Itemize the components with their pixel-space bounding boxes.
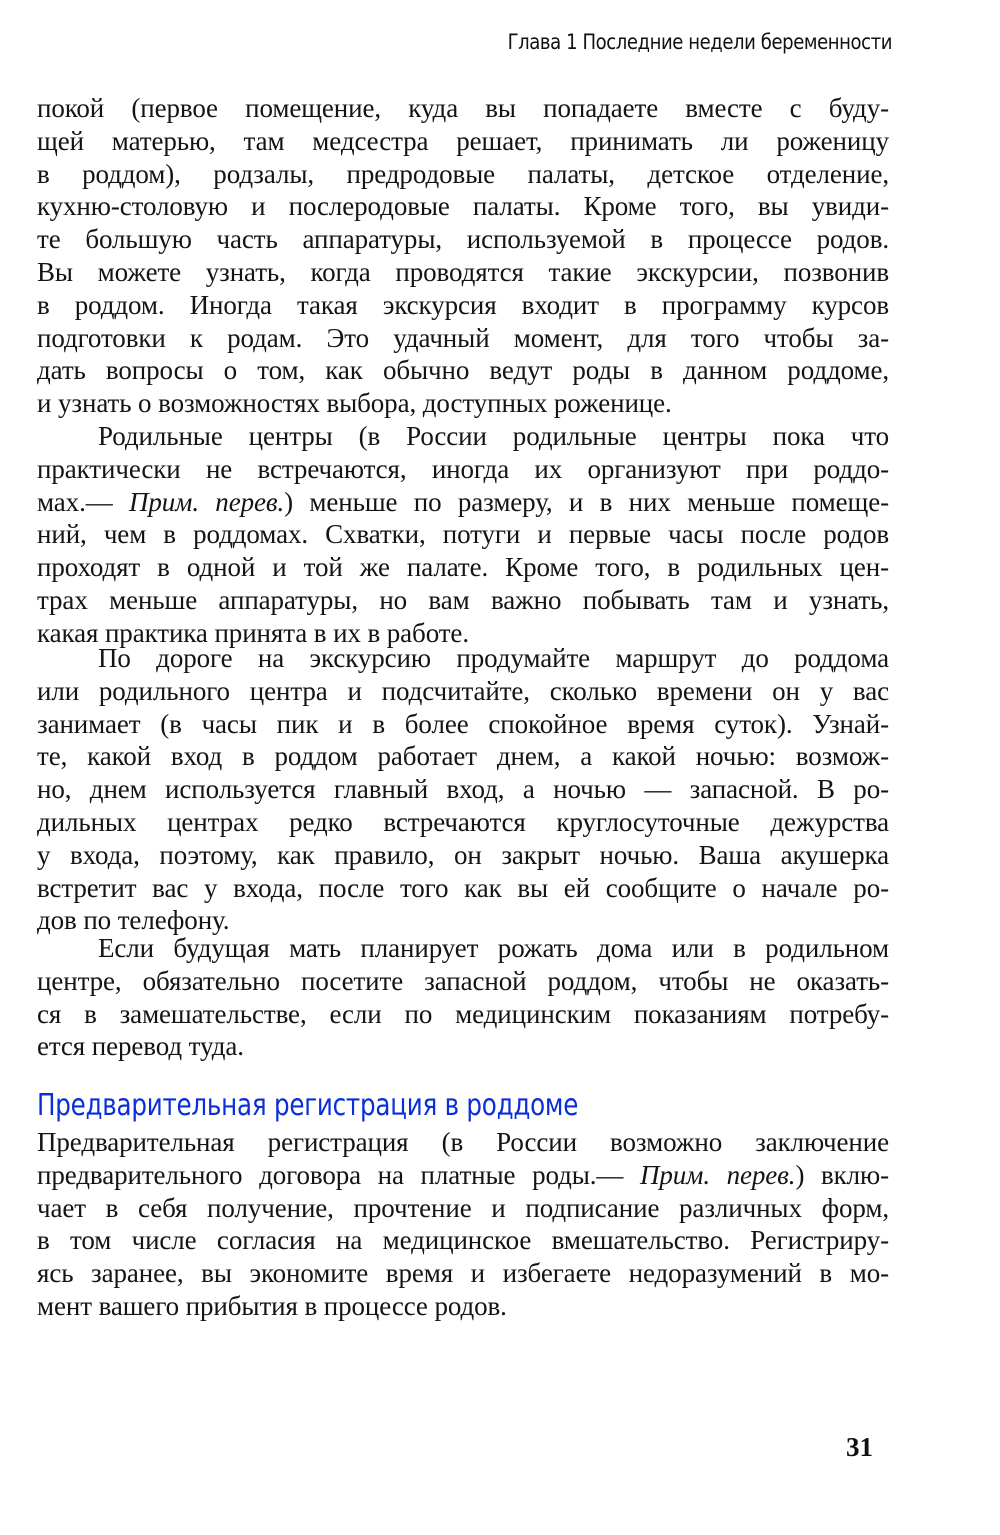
- text-line: подготовки к родам. Это удачный момент, для того чтобы за-: [37, 322, 889, 353]
- text-line: Вы можете узнать, когда проводятся такие экскурсии, позвонив: [37, 256, 889, 287]
- text-line: и узнать о возможностях выбора, доступных роженице.: [37, 388, 672, 419]
- text-line: дать вопросы о том, как обычно ведут роды в данном роддоме,: [37, 355, 889, 386]
- text-line: щей матерью, там медсестра решает, принимать ли роженицу: [37, 125, 889, 156]
- text-fragment: ) меньше по размеру, и в них меньше помеще-: [284, 486, 889, 517]
- text-line: Предварительная регистрация (в России возможно заключение: [37, 1127, 889, 1157]
- text-line: те, какой вход в роддом работает днем, а какой ночью: возмож-: [37, 741, 889, 772]
- text-line: практически не встречаются, иногда их организуют при роддо-: [37, 453, 889, 484]
- text-line: дов по телефону.: [37, 905, 230, 936]
- section-paragraph: [37, 1126, 889, 1323]
- translator-note: Прим. перев.: [639, 1159, 796, 1190]
- text-fragment: предварительного договора на платные роды.—: [37, 1159, 640, 1190]
- section-heading: Предварительная регистрация в роддоме: [37, 1088, 579, 1123]
- paragraph-4: [37, 932, 889, 1063]
- text-line: ний, чем в роддомах. Схватки, потуги и первые часы после родов: [37, 519, 889, 550]
- running-head: Глава 1 Последние недели беременности: [507, 30, 892, 54]
- text-line: кухню-столовую и послеродовые палаты. Кроме того, вы увиди-: [37, 191, 889, 222]
- text-line: проходят в одной и той же палате. Кроме того, в родильных цен-: [37, 552, 889, 583]
- text-fragment: мах.—: [37, 486, 129, 517]
- text-line: По дороге на экскурсию продумайте маршрут до роддома: [98, 643, 889, 673]
- text-line: или родильного центра и подсчитайте, сколько времени он у вас: [37, 675, 889, 706]
- text-line: в роддом. Иногда такая экскурсия входит в программу курсов: [37, 289, 889, 320]
- text-line: ся в замешательстве, если по медицинским показаниям потребу-: [37, 998, 889, 1029]
- text-line: трах меньше аппаратуры, но вам важно побывать там и узнать,: [37, 584, 889, 615]
- text-line: мент вашего прибытия в процессе родов.: [37, 1290, 507, 1321]
- text-line-with-note: [37, 1159, 889, 1192]
- text-line: занимает (в часы пик и в более спокойное время суток). Узнай-: [37, 708, 889, 739]
- text-line: дильных центрах редко встречаются круглосуточные дежурства: [37, 806, 889, 837]
- text-line: но, днем используется главный вход, а ночью — запасной. В ро-: [37, 774, 889, 805]
- text-line: те большую часть аппаратуры, используемой в процессе родов.: [37, 224, 889, 255]
- text-line-with-note: [37, 486, 889, 519]
- text-line: ясь заранее, вы экономите время и избегаете недоразумений в мо-: [37, 1258, 889, 1289]
- text-line: у входа, поэтому, как правило, он закрыт ночью. Ваша акушерка: [37, 839, 889, 870]
- text-line: чает в себя получение, прочтение и подписание различных форм,: [37, 1192, 889, 1223]
- page-number: 31: [846, 1432, 873, 1462]
- text-line: ется перевод туда.: [37, 1031, 244, 1062]
- text-line: Если будущая мать планирует рожать дома или в родильном: [98, 933, 889, 963]
- text-line: центре, обязательно посетите запасной роддом, чтобы не оказать-: [37, 965, 889, 996]
- text-line: Родильные центры (в России родильные центры пока что: [98, 421, 889, 451]
- text-line: встретит вас у входа, после того как вы ей сообщите о начале ро-: [37, 872, 889, 903]
- paragraph-2: [37, 420, 889, 650]
- text-line: в том числе согласия на медицинское вмешательство. Регистриру-: [37, 1225, 889, 1256]
- text-line: покой (первое помещение, куда вы попадаете вместе с буду-: [37, 93, 889, 123]
- text-line: в роддом), родзалы, предродовые палаты, детское отделение,: [37, 158, 889, 189]
- translator-note: Прим. перев.: [128, 486, 285, 517]
- paragraph-3: [37, 642, 889, 937]
- text-line: какая практика принята в их в работе.: [37, 617, 469, 648]
- paragraph-1: [37, 92, 889, 420]
- text-fragment: ) вклю-: [795, 1159, 890, 1190]
